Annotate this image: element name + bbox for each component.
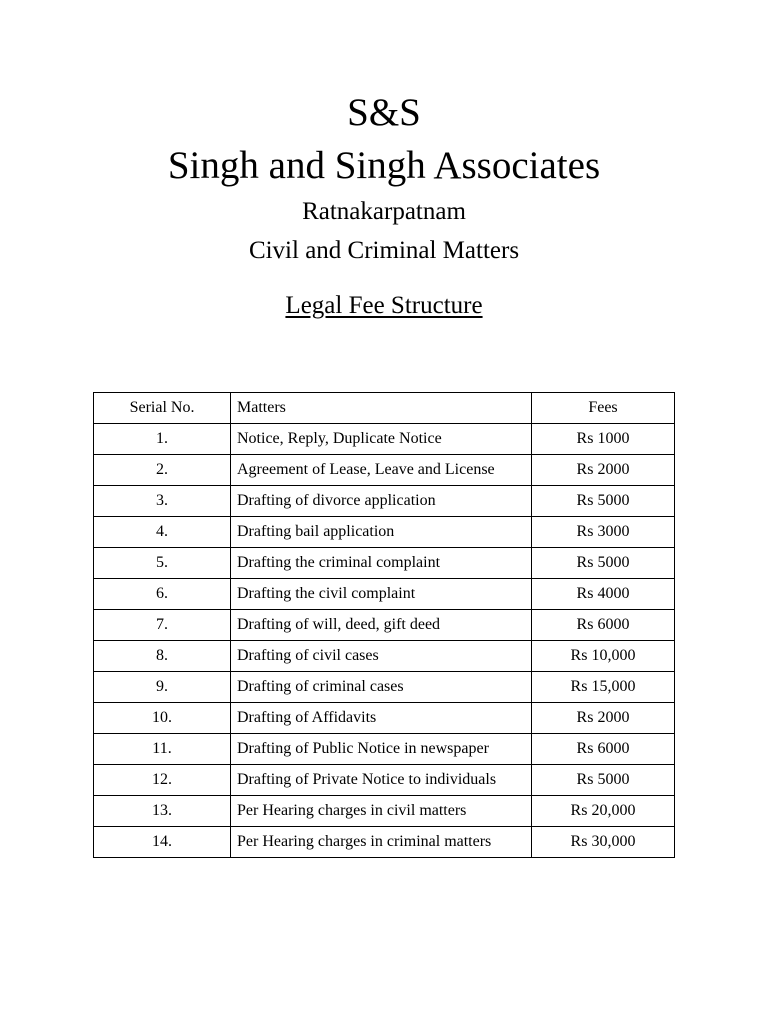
table-header-row [94,393,675,424]
table-row [94,424,675,455]
serial-number-cell: 3. [94,486,231,517]
table-row [94,641,675,672]
matter-cell: Drafting of criminal cases [231,672,532,703]
serial-number-cell: 9. [94,672,231,703]
serial-number-cell: 2. [94,455,231,486]
serial-number-cell: 4. [94,517,231,548]
fee-cell: Rs 2000 [532,703,675,734]
table-row [94,765,675,796]
fee-cell: Rs 6000 [532,610,675,641]
matter-cell: Drafting of divorce application [231,486,532,517]
firm-name: Singh and Singh Associates [167,144,601,187]
fee-cell: Rs 1000 [532,424,675,455]
matter-cell: Drafting of Affidavits [231,703,532,734]
fee-cell: Rs 10,000 [532,641,675,672]
serial-number-cell: 14. [94,827,231,858]
matter-cell: Per Hearing charges in civil matters [231,796,532,827]
serial-number-cell: 8. [94,641,231,672]
serial-number-cell: 1. [94,424,231,455]
serial-number-cell: 6. [94,579,231,610]
fee-cell: Rs 2000 [532,455,675,486]
serial-number-cell: 10. [94,703,231,734]
fee-cell: Rs 4000 [532,579,675,610]
matter-cell: Per Hearing charges in criminal matters [231,827,532,858]
firm-location: Ratnakarpatnam [302,198,466,225]
matter-cell: Drafting the criminal complaint [231,548,532,579]
table-row [94,455,675,486]
table-row [94,610,675,641]
table-row [94,827,675,858]
column-header-fees: Fees [532,393,675,424]
fee-cell: Rs 15,000 [532,672,675,703]
table-row [94,517,675,548]
matter-cell: Drafting of Private Notice to individuals [231,765,532,796]
matter-cell: Drafting of civil cases [231,641,532,672]
fee-cell: Rs 5000 [532,548,675,579]
serial-number-cell: 5. [94,548,231,579]
serial-number-cell: 7. [94,610,231,641]
matter-cell: Notice, Reply, Duplicate Notice [231,424,532,455]
table-row [94,796,675,827]
table-row [94,672,675,703]
fee-table [93,392,675,858]
serial-number-cell: 11. [94,734,231,765]
table-row [94,703,675,734]
table-row [94,486,675,517]
matter-cell: Drafting bail application [231,517,532,548]
fee-table-body [94,393,675,858]
matter-cell: Agreement of Lease, Leave and License [231,455,532,486]
matter-cell: Drafting the civil complaint [231,579,532,610]
fee-cell: Rs 5000 [532,765,675,796]
document-title [0,290,768,322]
fee-cell: Rs 20,000 [532,796,675,827]
column-header-matters: Matters [231,393,532,424]
serial-number-cell: 12. [94,765,231,796]
firm-abbreviation: S&S [347,91,421,134]
column-header-serial: Serial No. [94,393,231,424]
practice-areas: Civil and Criminal Matters [248,237,520,264]
fee-cell: Rs 5000 [532,486,675,517]
table-row [94,734,675,765]
serial-number-cell: 13. [94,796,231,827]
matter-cell: Drafting of Public Notice in newspaper [231,734,532,765]
table-row [94,548,675,579]
fee-cell: Rs 6000 [532,734,675,765]
fee-cell: Rs 30,000 [532,827,675,858]
table-row [94,579,675,610]
document-title-text: Legal Fee Structure [285,292,483,319]
fee-cell: Rs 3000 [532,517,675,548]
matter-cell: Drafting of will, deed, gift deed [231,610,532,641]
